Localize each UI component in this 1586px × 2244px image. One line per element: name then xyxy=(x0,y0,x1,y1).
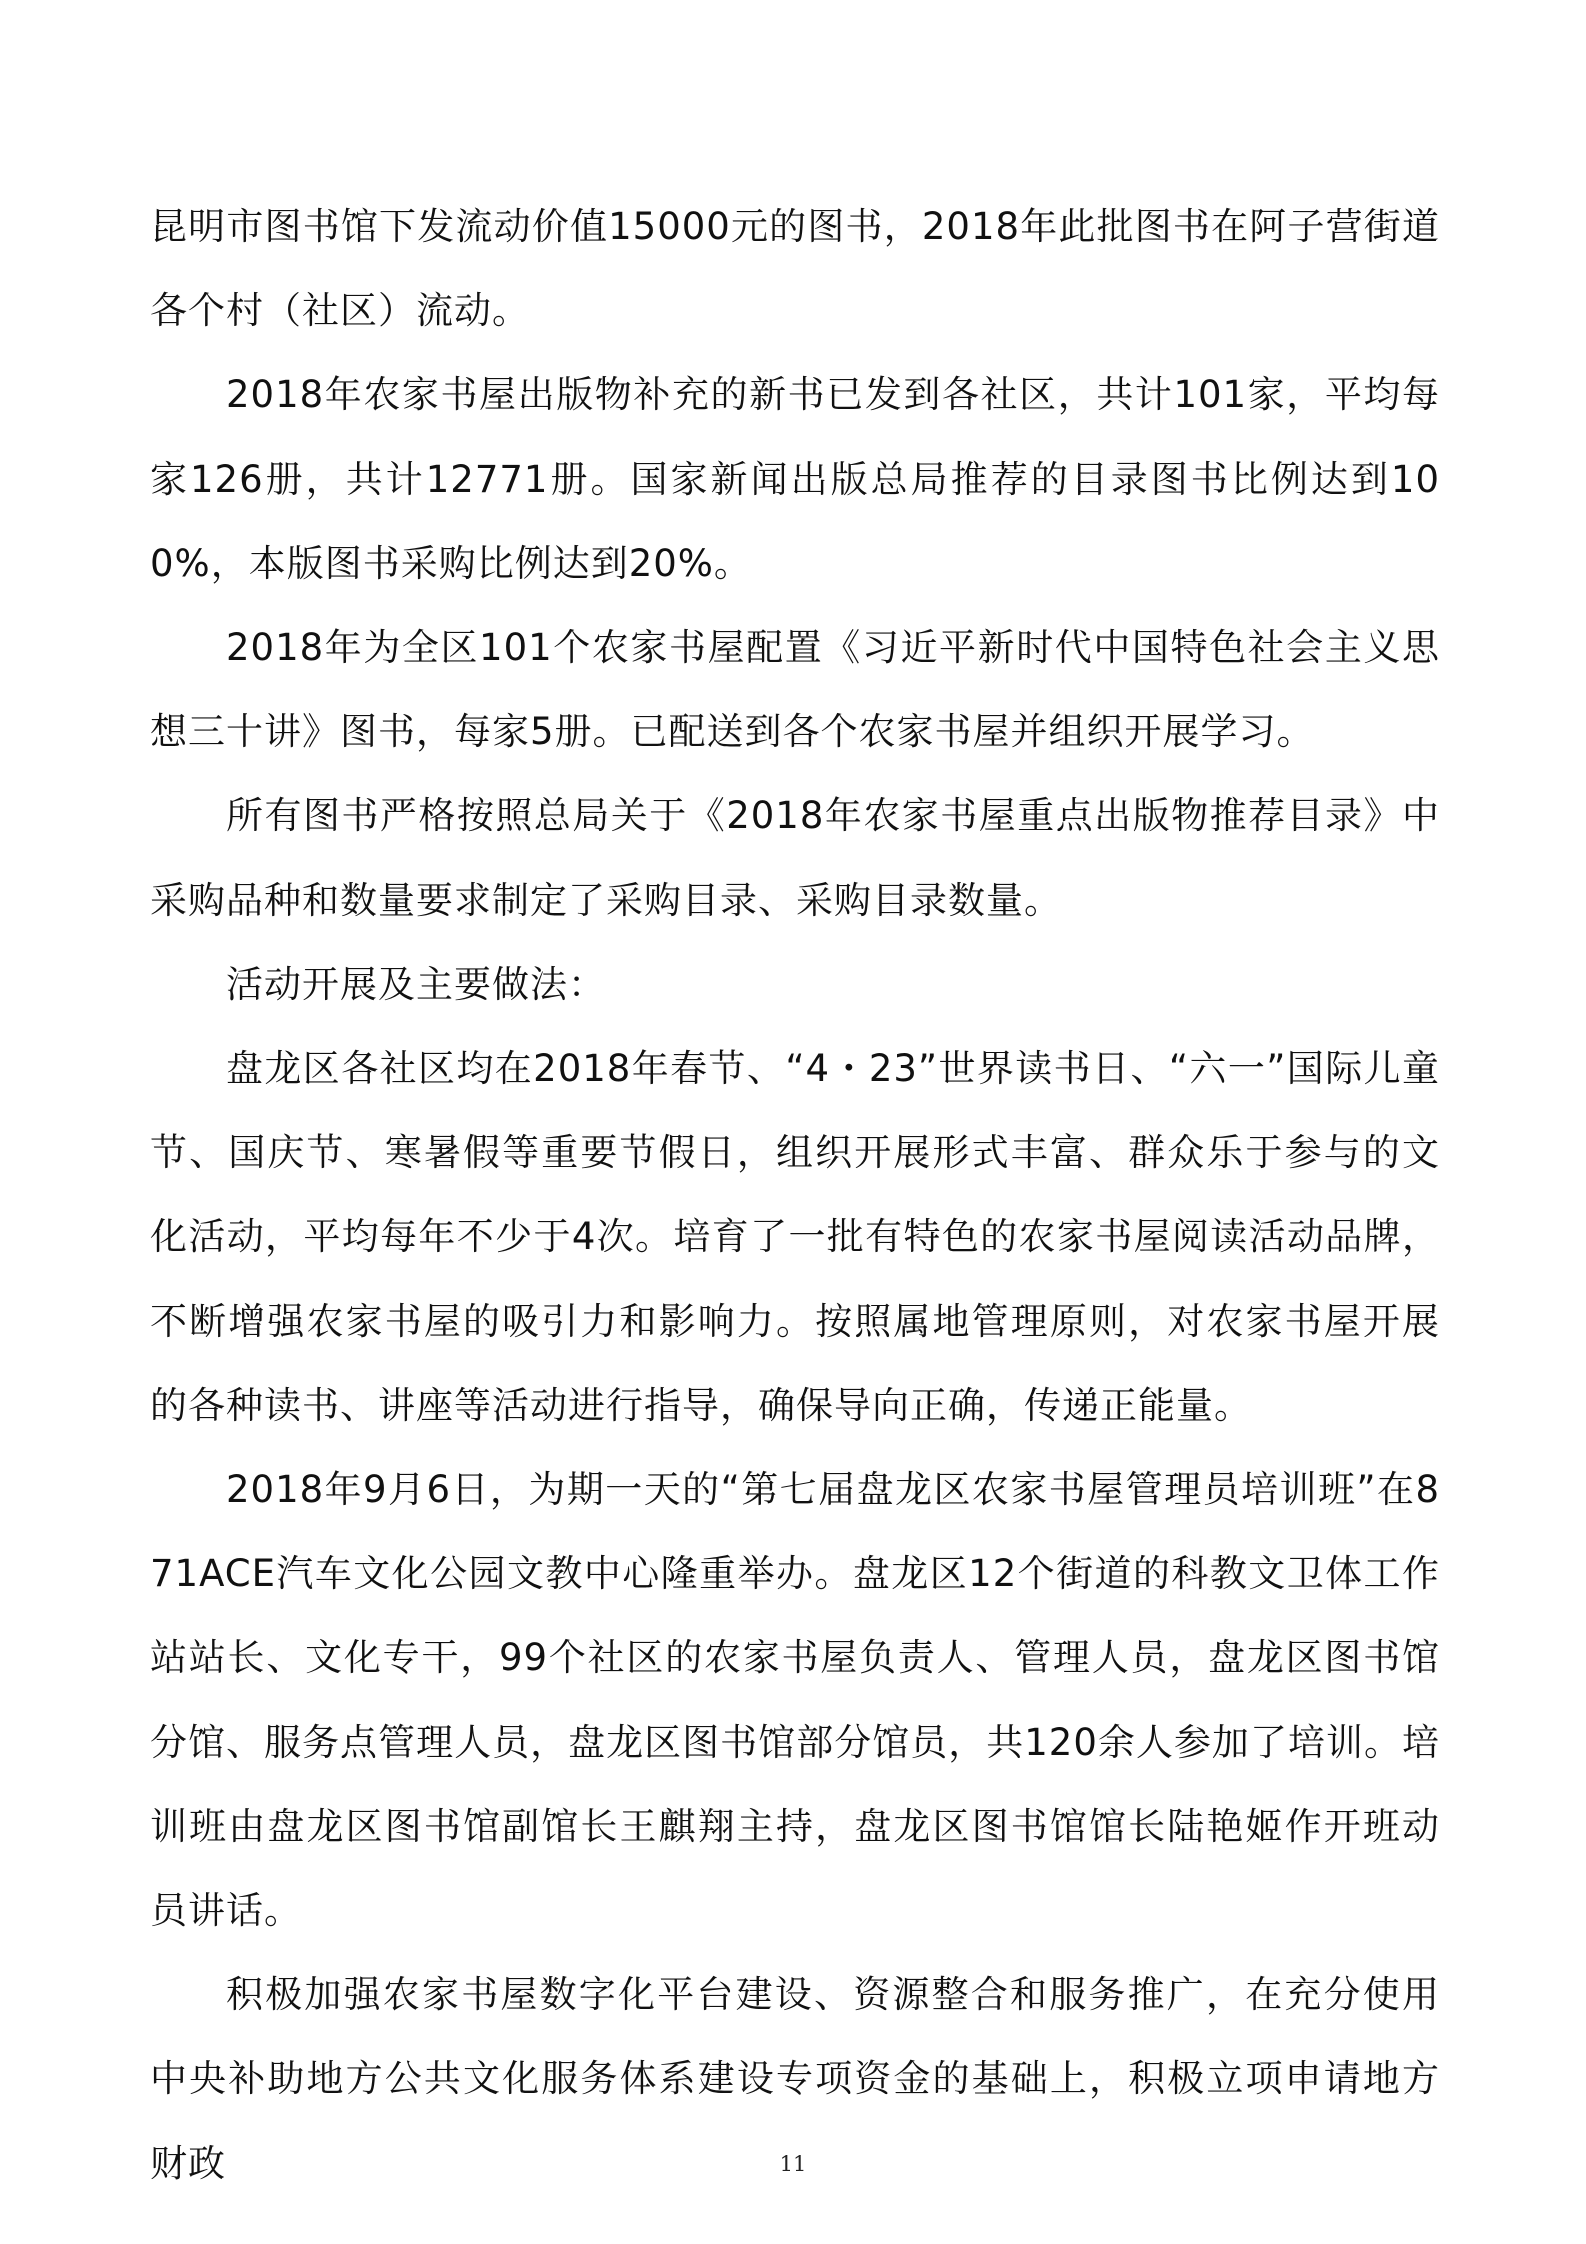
paragraph-7: 2018年9月6日，为期一天的“第七届盘龙区农家书屋管理员培训班”在871ACE汽车文化公园文教中心隆重举办。盘龙区12个街道的科教文卫体工作站站长、文化专干，99个社区的农家书屋负责人、管理人员，盘龙区图书馆分馆、服务点管理人员，盘龙区图书馆部分馆员，共120余人参加了培训。培训班由盘龙区图书馆副馆长王麒翔主持，盘龙区图书馆馆长陆艳姬作开班动员讲话。 xyxy=(150,1468,1440,1933)
paragraph-6: 盘龙区各社区均在2018年春节、“4・23”世界读书日、“六一”国际儿童节、国庆节、寒暑假等重要节假日，组织开展形式丰富、群众乐于参与的文化活动，平均每年不少于4次。培育了一批有特色的农家书屋阅读活动品牌，不断增强农家书屋的吸引力和影响力。按照属地管理原则，对农家书屋开展的各种读书、讲座等活动进行指导，确保导向正确，传递正能量。 xyxy=(150,1047,1440,1427)
paragraph-1: 昆明市图书馆下发流动价值15000元的图书，2018年此批图书在阿子营街道各个村（社区）流动。 xyxy=(150,205,1440,333)
section-heading: 活动开展及主要做法： xyxy=(226,962,606,1006)
body-text xyxy=(150,185,1440,2206)
paragraph-8: 积极加强农家书屋数字化平台建设、资源整合和服务推广，在充分使用中央补助地方公共文化服务体系建设专项资金的基础上，积极立项申请地方财政 xyxy=(150,1973,1440,2185)
paragraph-2: 2018年农家书屋出版物补充的新书已发到各社区，共计101家，平均每家126册，共计12771册。国家新闻出版总局推荐的目录图书比例达到100%，本版图书采购比例达到20%。 xyxy=(150,373,1440,585)
page-number: 11 xyxy=(779,2152,807,2176)
paragraph-4: 所有图书严格按照总局关于《2018年农家书屋重点出版物推荐目录》中采购品种和数量要求制定了采购目录、采购目录数量。 xyxy=(150,794,1440,922)
paragraph-3: 2018年为全区101个农家书屋配置《习近平新时代中国特色社会主义思想三十讲》图书，每家5册。已配送到各个农家书屋并组织开展学习。 xyxy=(150,626,1440,754)
